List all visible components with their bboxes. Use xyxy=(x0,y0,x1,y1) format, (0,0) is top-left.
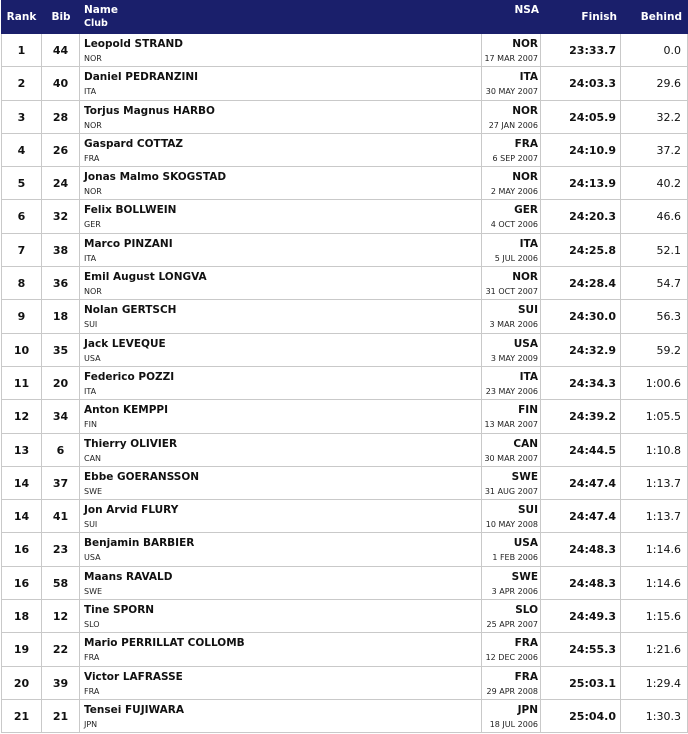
rank-cell: 9 xyxy=(1,300,42,332)
finish-time-cell: 24:48.3 xyxy=(541,567,621,599)
behind-column-header[interactable]: Behind xyxy=(640,11,682,23)
birth-date: 10 MAY 2008 xyxy=(485,520,538,530)
nsa-code: ITA xyxy=(519,237,538,250)
nsa-code: FRA xyxy=(514,637,538,650)
rank-cell: 14 xyxy=(1,467,42,499)
athlete-name-link[interactable]: Federico POZZI xyxy=(84,370,175,383)
behind-time-cell: 59.2 xyxy=(621,334,688,366)
athlete-name-link[interactable]: Daniel PEDRANZINI xyxy=(84,71,199,84)
bib-cell: 20 xyxy=(42,367,80,399)
athlete-name-link[interactable]: Ebbe GOERANSSON xyxy=(84,470,200,483)
club-label: ITA xyxy=(84,87,97,97)
nsa-cell xyxy=(482,400,541,432)
bib-cell: 41 xyxy=(42,500,80,532)
bib-cell: 36 xyxy=(42,267,80,299)
name-cell xyxy=(80,667,482,699)
table-row[interactable] xyxy=(1,467,688,500)
athlete-name-link[interactable]: Leopold STRAND xyxy=(84,38,183,50)
rank-cell: 7 xyxy=(1,234,42,266)
behind-time-cell: 52.1 xyxy=(621,234,688,266)
club-label: FRA xyxy=(84,653,100,663)
name-cell xyxy=(80,633,482,665)
rank-cell: 1 xyxy=(1,34,42,66)
finish-time-cell: 24:20.3 xyxy=(541,200,621,232)
table-row[interactable] xyxy=(1,633,688,666)
nsa-code: FRA xyxy=(514,670,538,683)
table-row[interactable] xyxy=(1,600,688,633)
nsa-cell xyxy=(482,667,541,699)
bib-cell: 37 xyxy=(42,467,80,499)
name-cell xyxy=(80,34,482,66)
nsa-code: NOR xyxy=(512,104,538,117)
nsa-cell xyxy=(482,434,541,466)
behind-time-cell: 40.2 xyxy=(621,167,688,199)
behind-time-cell: 1:15.6 xyxy=(621,600,688,632)
nsa-cell xyxy=(482,134,541,166)
table-row[interactable] xyxy=(1,567,688,600)
nsa-code: JPN xyxy=(517,703,538,716)
nsa-cell xyxy=(482,200,541,232)
name-cell xyxy=(80,167,482,199)
athlete-name-link[interactable]: Tensei FUJIWARA xyxy=(84,703,184,716)
nsa-code: USA xyxy=(513,337,538,350)
athlete-name-link[interactable]: Thierry OLIVIER xyxy=(84,437,178,450)
birth-date: 29 APR 2008 xyxy=(486,686,538,696)
name-cell xyxy=(80,267,482,299)
name-cell xyxy=(80,134,482,166)
nsa-code: FIN xyxy=(518,404,538,417)
finish-time-cell: 24:03.3 xyxy=(541,67,621,99)
table-row[interactable] xyxy=(1,34,688,67)
name-cell xyxy=(80,600,482,632)
bib-cell: 44 xyxy=(42,34,80,66)
bib-cell: 34 xyxy=(42,400,80,432)
behind-time-cell: 32.2 xyxy=(621,101,688,133)
behind-time-cell: 1:30.3 xyxy=(621,700,688,732)
athlete-name-link[interactable]: Mario PERRILLAT COLLOMB xyxy=(84,637,245,650)
bib-cell: 21 xyxy=(42,700,80,732)
nsa-cell xyxy=(482,67,541,99)
bib-cell: 38 xyxy=(42,234,80,266)
nsa-code: GER xyxy=(514,204,538,217)
name-cell xyxy=(80,101,482,133)
name-cell xyxy=(80,567,482,599)
table-row[interactable] xyxy=(1,434,688,467)
name-cell xyxy=(80,700,482,732)
table-row[interactable] xyxy=(1,234,688,267)
behind-time-cell: 1:05.5 xyxy=(621,400,688,432)
finish-time-cell: 24:25.8 xyxy=(541,234,621,266)
rank-cell: 16 xyxy=(1,567,42,599)
athlete-name-link[interactable]: Emil August LONGVA xyxy=(84,271,207,284)
table-row[interactable] xyxy=(1,300,688,333)
rank-cell: 2 xyxy=(1,67,42,99)
finish-column-header[interactable]: Finish xyxy=(581,11,617,23)
bib-cell: 39 xyxy=(42,667,80,699)
rank-cell: 6 xyxy=(1,200,42,232)
nsa-code: NOR xyxy=(512,171,538,184)
club-label: FRA xyxy=(84,686,100,696)
behind-time-cell: 29.6 xyxy=(621,67,688,99)
table-row[interactable] xyxy=(1,267,688,300)
finish-time-cell: 24:48.3 xyxy=(541,533,621,565)
name-cell xyxy=(80,467,482,499)
athlete-name-link[interactable]: Jack LEVEQUE xyxy=(84,337,166,350)
finish-time-cell: 25:04.0 xyxy=(541,700,621,732)
club-header-label: Club xyxy=(84,18,108,29)
birth-date: 3 APR 2006 xyxy=(491,586,538,596)
rank-column-header[interactable]: Rank xyxy=(6,11,37,23)
club-label: SUI xyxy=(84,320,98,330)
bib-cell: 12 xyxy=(42,600,80,632)
birth-date: 25 APR 2007 xyxy=(486,620,538,630)
birth-date: 23 MAY 2006 xyxy=(485,386,538,396)
club-label: SWE xyxy=(84,486,103,496)
club-label: NOR xyxy=(84,120,102,130)
athlete-name-link[interactable]: Gaspard COTTAZ xyxy=(84,137,184,150)
nsa-code: NOR xyxy=(512,38,538,50)
club-label: ITA xyxy=(84,253,97,263)
finish-time-cell: 24:39.2 xyxy=(541,400,621,432)
birth-date: 12 DEC 2006 xyxy=(485,653,538,663)
behind-time-cell: 37.2 xyxy=(621,134,688,166)
club-label: FRA xyxy=(84,153,100,163)
finish-time-cell: 24:13.9 xyxy=(541,167,621,199)
athlete-name-link[interactable]: Torjus Magnus HARBO xyxy=(84,104,215,117)
birth-date: 13 MAR 2007 xyxy=(484,420,538,430)
rank-cell: 13 xyxy=(1,434,42,466)
birth-date: 3 MAY 2009 xyxy=(490,353,538,363)
nsa-cell xyxy=(482,600,541,632)
nsa-cell xyxy=(482,367,541,399)
table-row[interactable] xyxy=(1,334,688,367)
athlete-name-link[interactable]: Marco PINZANI xyxy=(84,237,173,250)
table-header xyxy=(1,0,688,34)
rank-cell: 4 xyxy=(1,134,42,166)
club-label: NOR xyxy=(84,54,102,63)
name-cell xyxy=(80,400,482,432)
club-label: SUI xyxy=(84,520,98,530)
club-label: USA xyxy=(84,353,101,363)
bib-column-header[interactable]: Bib xyxy=(51,11,71,23)
table-row[interactable] xyxy=(1,134,688,167)
nsa-cell xyxy=(482,567,541,599)
nsa-code: ITA xyxy=(519,71,538,84)
behind-time-cell: 1:13.7 xyxy=(621,467,688,499)
behind-time-cell: 1:00.6 xyxy=(621,367,688,399)
birth-date: 4 OCT 2006 xyxy=(490,220,538,230)
name-cell xyxy=(80,533,482,565)
athlete-name-link[interactable]: Jon Arvid FLURY xyxy=(84,504,179,517)
finish-time-cell: 24:49.3 xyxy=(541,600,621,632)
finish-time-cell: 24:44.5 xyxy=(541,434,621,466)
table-row[interactable] xyxy=(1,700,688,733)
nsa-cell xyxy=(482,500,541,532)
rank-cell: 11 xyxy=(1,367,42,399)
table-row[interactable] xyxy=(1,533,688,566)
rank-cell: 14 xyxy=(1,500,42,532)
rank-cell: 8 xyxy=(1,267,42,299)
table-row[interactable] xyxy=(1,367,688,400)
bib-cell: 6 xyxy=(42,434,80,466)
birth-date: 30 MAY 2007 xyxy=(485,87,538,97)
finish-time-cell: 24:30.0 xyxy=(541,300,621,332)
nsa-cell xyxy=(482,700,541,732)
rank-cell: 5 xyxy=(1,167,42,199)
club-label: USA xyxy=(84,553,101,563)
finish-time-cell: 24:47.4 xyxy=(541,500,621,532)
results-table xyxy=(1,0,688,733)
finish-time-cell: 24:55.3 xyxy=(541,633,621,665)
birth-date: 2 MAY 2006 xyxy=(490,187,538,197)
birth-date: 17 MAR 2007 xyxy=(484,54,538,63)
behind-time-cell: 56.3 xyxy=(621,300,688,332)
nsa-cell xyxy=(482,101,541,133)
nsa-column-header[interactable]: NSA xyxy=(514,4,539,16)
table-row[interactable] xyxy=(1,67,688,100)
nsa-cell xyxy=(482,234,541,266)
rank-cell: 20 xyxy=(1,667,42,699)
birth-date: 27 JAN 2006 xyxy=(488,120,538,130)
nsa-code: SUI xyxy=(518,504,538,517)
club-label: CAN xyxy=(84,453,102,463)
behind-time-cell: 1:21.6 xyxy=(621,633,688,665)
bib-cell: 26 xyxy=(42,134,80,166)
birth-date: 5 JUL 2006 xyxy=(494,253,538,263)
bib-cell: 35 xyxy=(42,334,80,366)
athlete-name-link[interactable]: Tine SPORN xyxy=(84,604,155,617)
name-cell xyxy=(80,234,482,266)
finish-time-cell: 25:03.1 xyxy=(541,667,621,699)
athlete-name-link[interactable]: Benjamin BARBIER xyxy=(84,537,195,550)
rank-cell: 18 xyxy=(1,600,42,632)
table-row[interactable] xyxy=(1,101,688,134)
club-label: ITA xyxy=(84,386,97,396)
name-cell xyxy=(80,500,482,532)
finish-time-cell: 24:28.4 xyxy=(541,267,621,299)
name-cell xyxy=(80,300,482,332)
name-cell xyxy=(80,367,482,399)
behind-time-cell: 54.7 xyxy=(621,267,688,299)
name-column-header[interactable] xyxy=(80,0,482,34)
birth-date: 1 FEB 2006 xyxy=(492,553,538,563)
birth-date: 6 SEP 2007 xyxy=(492,153,538,163)
nsa-cell xyxy=(482,167,541,199)
athlete-name-link[interactable]: Anton KEMPPI xyxy=(84,404,169,417)
birth-date: 31 AUG 2007 xyxy=(484,486,538,496)
rank-cell: 21 xyxy=(1,700,42,732)
table-row[interactable] xyxy=(1,500,688,533)
behind-time-cell: 0.0 xyxy=(621,34,688,66)
rank-cell: 12 xyxy=(1,400,42,432)
behind-time-cell: 1:10.8 xyxy=(621,434,688,466)
nsa-code: NOR xyxy=(512,271,538,284)
athlete-name-link[interactable]: Victor LAFRASSE xyxy=(84,670,183,683)
athlete-name-link[interactable]: Maans RAVALD xyxy=(84,570,173,583)
nsa-code: SWE xyxy=(511,570,538,583)
club-label: JPN xyxy=(84,719,98,729)
birth-date: 18 JUL 2006 xyxy=(489,719,538,729)
bib-cell: 18 xyxy=(42,300,80,332)
bib-cell: 28 xyxy=(42,101,80,133)
athlete-name-link[interactable]: Jonas Malmo SKOGSTAD xyxy=(84,171,227,184)
behind-time-cell: 1:13.7 xyxy=(621,500,688,532)
nsa-cell xyxy=(482,533,541,565)
rank-cell: 3 xyxy=(1,101,42,133)
finish-time-cell: 23:33.7 xyxy=(541,34,621,66)
nsa-code: USA xyxy=(513,537,538,550)
rank-cell: 19 xyxy=(1,633,42,665)
finish-time-cell: 24:10.9 xyxy=(541,134,621,166)
club-label: NOR xyxy=(84,287,102,297)
finish-time-cell: 24:47.4 xyxy=(541,467,621,499)
table-row[interactable] xyxy=(1,400,688,433)
table-row[interactable] xyxy=(1,167,688,200)
name-cell xyxy=(80,434,482,466)
table-body xyxy=(1,34,688,733)
nsa-cell xyxy=(482,267,541,299)
behind-time-cell: 1:14.6 xyxy=(621,567,688,599)
nsa-cell xyxy=(482,633,541,665)
nsa-code: CAN xyxy=(513,437,538,450)
rank-cell: 16 xyxy=(1,533,42,565)
table-row[interactable] xyxy=(1,200,688,233)
nsa-code: SUI xyxy=(518,304,538,317)
club-label: SLO xyxy=(84,620,100,630)
nsa-cell xyxy=(482,467,541,499)
bib-cell: 40 xyxy=(42,67,80,99)
name-cell xyxy=(80,200,482,232)
nsa-code: FRA xyxy=(514,137,538,150)
nsa-code: ITA xyxy=(519,370,538,383)
club-label: FIN xyxy=(84,420,97,430)
finish-time-cell: 24:32.9 xyxy=(541,334,621,366)
bib-cell: 58 xyxy=(42,567,80,599)
club-label: NOR xyxy=(84,187,102,197)
athlete-name-link[interactable]: Felix BOLLWEIN xyxy=(84,204,177,217)
nsa-cell xyxy=(482,34,541,66)
bib-cell: 22 xyxy=(42,633,80,665)
nsa-code: SWE xyxy=(511,470,538,483)
behind-time-cell: 1:14.6 xyxy=(621,533,688,565)
finish-time-cell: 24:05.9 xyxy=(541,101,621,133)
nsa-cell xyxy=(482,334,541,366)
bib-cell: 32 xyxy=(42,200,80,232)
behind-time-cell: 1:29.4 xyxy=(621,667,688,699)
bib-cell: 24 xyxy=(42,167,80,199)
birth-date: 30 MAR 2007 xyxy=(484,453,538,463)
name-cell xyxy=(80,334,482,366)
rank-cell: 10 xyxy=(1,334,42,366)
name-cell xyxy=(80,67,482,99)
finish-time-cell: 24:34.3 xyxy=(541,367,621,399)
athlete-name-link[interactable]: Nolan GERTSCH xyxy=(84,304,177,317)
birth-date: 31 OCT 2007 xyxy=(485,287,538,297)
table-row[interactable] xyxy=(1,667,688,700)
club-label: GER xyxy=(84,220,101,230)
bib-cell: 23 xyxy=(42,533,80,565)
nsa-code: SLO xyxy=(515,604,538,617)
nsa-cell xyxy=(482,300,541,332)
behind-time-cell: 46.6 xyxy=(621,200,688,232)
club-label: SWE xyxy=(84,586,103,596)
name-header-label: Name xyxy=(84,4,118,16)
birth-date: 3 MAR 2006 xyxy=(489,320,538,330)
